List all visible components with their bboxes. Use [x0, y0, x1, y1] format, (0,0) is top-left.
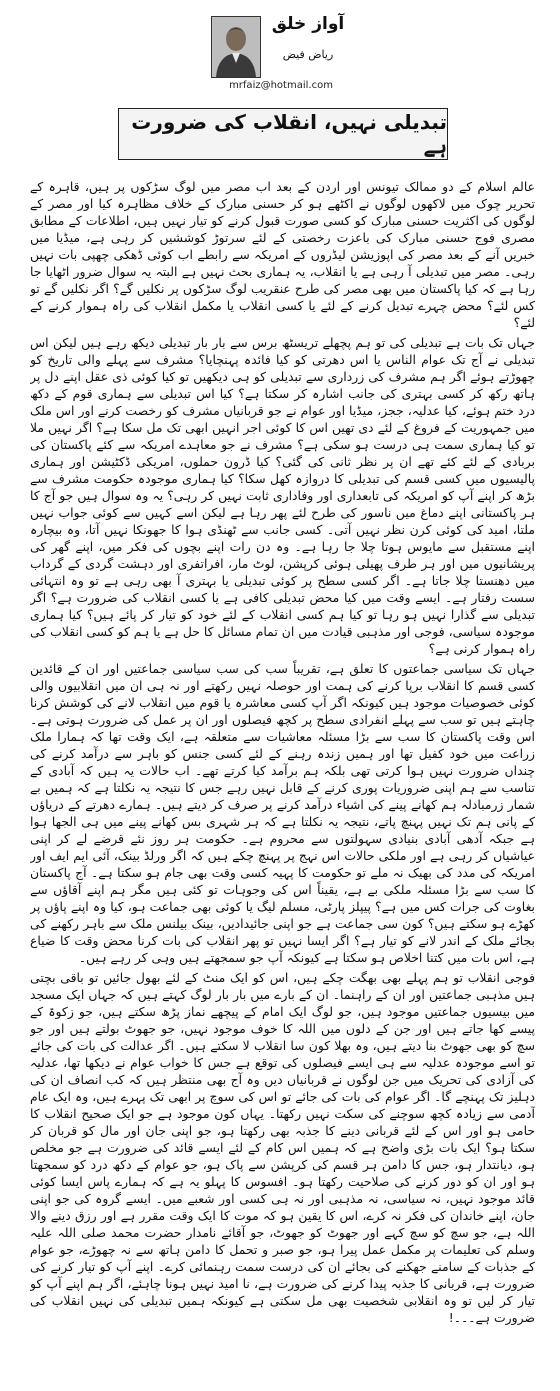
article-title: تبدیلی نہیں، انقلاب کی ضرورت ہے: [131, 110, 447, 158]
column-name: آواز خلق: [271, 14, 345, 34]
article-body: [30, 178, 535, 1381]
column-header: [205, 8, 355, 91]
title-box: [118, 108, 448, 160]
author-name: ریاض فیض: [282, 48, 334, 61]
paragraph-3: جہاں تک سیاسی جماعتوں کا تعلق ہے، تقریباً سب کی سب سیاسی جماعتیں اور ان کے قائدین کسی قسم کا انقلاب برپا کرنے کی ہمت اور حوصلہ نہیں رکھتے اور نہ ہی ان میں انقلابیوں والی کوئی خصوصیات موجود ہیں کیونکہ اگر آپ کسی معاشرہ یا قوم میں انقلاب لانے کی کوشش کرنا چاہتے ہیں تو سب سے پہلے انفرادی سطح پر کچھ فیصلوں اور ان پر عمل کی ضرورت ہوتی ہے۔ اس وقت پاکستان کا سب سے بڑا مسئلہ معاشیات سے متعلقہ ہے، ایک وقت تھا کہ ہمارا ملک زراعت میں خود کفیل تھا اور ہمیں زندہ رہنے کے لئے کسی جنس کو باہر سے درآمد کرنے کی چنداں ضرورت نہیں ہوا کرتی تھی بلکہ ہم برآمد کیا کرتے تھے۔ اب حالات یہ ہیں کہ آبادی کے تناسب سے ہم اپنی ضروریات پوری کرنے کے قابل نہیں رہے جس کا نتیجہ یہ نکلتا ہے کہ ہمیں بے شمار زرمبادلہ ہم کھانے پینے کی اشیاء درآمد کرنے پر صرف کر دیتے ہیں۔ ہمارے دھرتے کے دریاؤں کے پانی ہم تک نہیں پہنچ پاتے، نتیجہ یہ نکلتا ہے کہ ہر شہری بس کھانے پینے میں ہی الجھا ہوا ہے جبکہ آدھی آبادی بنیادی سہولتوں سے محروم ہے۔ حکومت ہر روز نئے قرضے لے کر اپنی عیاشیاں کر رہی ہے اور ملکی حالات اس نہج پر پہنچ چکے ہیں کہ اگر ورلڈ بینک، آئی ایم ایف اور امریکہ کی مدد کی بھیک نہ ملے تو حکومت کا پہیہ کسی وقت بھی جام ہو سکتا ہے۔ آج پاکستان کا سب سے بڑا مسئلہ ملکی بے ہے، یقیناً اس کی وجوہات تو کئی ہیں مگر ہم اپنے آقاؤں سے بغاوت کی جرات کس میں ہے؟ پیپلز پارٹی، مسلم لیگ یا کوئی بھی جماعت ہو، کیا وہ اپنے پاؤں پر کھڑے ہو سکتے ہیں؟ کون سی جماعت ہے جو اپنی جائیدادیں، بینک بیلنس ملک سے باہر رکھنے کی بجائے ملک کے اندر لانے کو تیار ہے؟ اگر ایسا نہیں تو پھر انقلاب کی بات کرنا محض وقت کا ضیاع ہے، اس بات میں کتنا اخلاص ہو سکتا ہے کیونکہ آپ جو سمجھتے ہیں وہی کر رہے ہیں۔: [30, 661, 535, 965]
paragraph-1: عالم اسلام کے دو ممالک تیونس اور اردن کے بعد اب مصر میں لوگ سڑکوں پر ہیں، قاہرہ کے تحریر چوک میں لاکھوں لوگوں نے اکٹھے ہو کر حسنی مبارک کے خلاف مظاہرہ کیا اور مصر کے لوگوں کی اکثریت حسنی مبارک کو کسی صورت قبول کرنے کو تیار نہیں ہیں، اطلاعات کے مطابق مصری فوج حسنی مبارک کی باعزت رخصتی کے لئے سرتوڑ کوششیں کر رہی ہے، میڈیا میں خبریں آنے کے بعد مصر کی اپوزیشن لیڈروں کے امریکہ سے رابطے اب کوئی ڈھکی چھپی بات نہیں رہی۔ مصر میں تبدیلی آ رہی ہے یا انقلاب، یہ ہماری بحث نہیں ہے البتہ یہ سوال ضرور اٹھایا جا رہا ہے کہ کیا پاکستان میں بھی مصر کی طرح عنقریب لوگ سڑکوں پر نکلیں گے؟ اگر نکلیں گے تو کس لئے؟ محض چہرے تبدیل کرنے کے لئے یا کسی انقلاب یا مکمل انقلاب کی راہ ہموار کرنے کے لئے؟: [30, 179, 535, 330]
author-photo: [211, 16, 261, 78]
paragraph-2: جہاں تک بات ہے تبدیلی کی تو ہم پچھلے تریسٹھ برس سے بار بار تبدیلی دیکھ رہے ہیں لیکن اس تبدیلی نے آج تک عوام الناس یا اس دھرتی کو کیا فائدہ پہنچایا؟ مشرف سے پہلے والی تاریخ کو چھوڑتے ہوئے اگر ہم مشرف کی زرداری سے تبدیلی کو ہی دیکھیں تو کیا کوئی ذی عقل اپنے دل پر ہاتھ رکھ کر کسی بہتری کی جانب اشارہ کر سکتا ہے؟ کیا اس تبدیلی سے ہماری قوم کے دکھ درد ختم ہوئے، کیا عدلیہ، ججز، میڈیا اور عوام نے جو قربانیاں مشرف کو رخصت کرنے اور اس ملک میں جمہوریت کے فروغ کے لئے دی تھیں اس کا کوئی اجر انہیں ابھی تک مل سکا ہے؟ اگر نہیں ملا تو کیا ہماری سمت ہی درست ہو سکی ہے؟ مشرف نے جو معاہدے امریکہ سے کئے پاکستان کی بربادی کے لئے کئے تھے ان پر نظر ثانی کی گئی؟ کیا ڈرون حملوں، امریکی ڈکٹیشن اور ہماری پالیسیوں میں کسی قسم کی تبدیلی کا دروازہ کھل سکا؟ کیا ہماری موجودہ حکومت مشرف سے بڑھ کر اپنے آپ کو امریکہ کی تابعداری اور وفاداری ثابت نہیں کر رہی؟ یہ وہ سوال ہیں جو آج کا ہر پاکستانی اپنے دماغ میں ناسور کی طرح لئے پھر رہا ہے لیکن اسے کہیں سے کوئی جواب نہیں ملتا، امید کی کوئی کرن نظر نہیں آتی۔ کسی جانب سے ٹھنڈی ہوا کا جھونکا نہیں آتا، وہ بیچارہ اپنے مستقبل سے مایوس ہوتا چلا جا رہا ہے۔ وہ دن رات اپنے بچوں کی فکر میں، اپنے گھر کی پریشانیوں میں اور ہر طرف پھیلی ہوئی کرپشن، لوٹ مار، افراتفری اور دہشت گردی کے گرداب میں دھنستا چلا جاتا ہے۔ اگر کسی سطح پر کوئی تبدیلی یا بہتری آ بھی رہی ہے تو وہ انتہائی سست رفتار ہے۔ ایسے وقت میں کیا محض تبدیلی کافی ہے یا کسی انقلاب کی ضرورت ہے؟ اگر تبدیلی سے گذارا نہیں ہو رہا تو کیا ہم کسی انقلاب کے لئے خود کو تیار کر پائے ہیں؟ کیا ہماری موجودہ سیاسی، فوجی اور مذہبی قیادت میں ان تمام مسائل کا حل ہے یا ہم کو کسی انقلاب کی راہ ہموار کرنی ہے؟: [30, 335, 535, 656]
author-email: mrfaiz@hotmail.com: [229, 80, 333, 91]
author-portrait-icon: [212, 17, 260, 77]
paragraph-4: فوجی انقلاب تو ہم پہلے بھی بھگت چکے ہیں، اس کو ایک منٹ کے لئے بھول جائیں تو باقی بچتی ہیں مذہبی جماعتیں اور ان کے راہنما۔ ان کے بارے میں بار بار لوگ کہتے ہیں کہ جہاں ایک مسجد میں بیسیوں جماعتیں موجود ہیں، جو لوگ ایک امام کے پیچھے نماز پڑھ سکتے ہیں، جو زکوۃ کے پیسے کھا جاتے ہیں اور جن کے دلوں میں اللہ کا خوف موجود نہیں، جو جھوٹ بولتے ہیں اور جو سچ کو بھی جھوٹ بنا دیتے ہیں، وہ بھلا کون سا انقلاب لا سکتے ہیں۔ اگر عدالت کی بات کی جائے تو اسے موجودہ عدلیہ سے ہی ایسے فیصلوں کی توقع ہے جس کا خواب عوام نے دیکھا تھا، عدلیہ کی آزادی کی تحریک میں جن لوگوں نے قربانیاں دیں وہ آج بھی منتظر ہیں کہ کب انصاف ان کی دہلیز تک پہنچے گا۔ اگر عوام کی بات کی جائے تو اس کی سوچ پر ابھی تک پہرے ہیں، وہ ایک عام آدمی سے زیادہ کچھ سوچنے کی سکت نہیں رکھتا۔ یہاں کون موجود ہے جو ایک صحیح انقلاب کا حامی ہو اور اس کے لئے قربانی دینے کا جذبہ بھی رکھتا ہو، جو اپنی جان اور مال کو قربان کر سکتا ہو؟ ایک بات بڑی واضح ہے کہ ہمیں اس کام کے لئے ایسے قائد کی ضرورت ہے جو مخلص ہو، دیانتدار ہو، جس کا دامن ہر قسم کی کرپشن سے پاک ہو، جو عوام کے دکھ درد کو سمجھتا ہو اور ان کو دور کرنے کی صلاحیت رکھتا ہو۔ افسوس کا پہلو یہ ہے کہ ہمارے پاس ایسا کوئی قائد موجود نہیں، نہ سیاسی، نہ مذہبی اور نہ ہی کسی اور شعبے میں۔ ایسے گروہ کی جو اپنی جان، اپنے خاندان کی فکر نہ کرے، اس کا یقین ہو کہ موت کا ایک وقت مقرر ہے اور رزق دینے والا اللہ ہے، جو سچ کو سچ کہے اور جھوٹ کو جھوٹ، جو آقائے نامدار حضرت محمد صلی اللہ علیہ وسلم کی تعلیمات پر مکمل عمل پیرا ہو، جو صبر و تحمل کا دامن ہاتھ سے نہ چھوڑے، جو عوام کے جذبات کے سامنے جھکنے کی بجائے ان کی درست سمت رہنمائی کرے۔ اپنے آپ کو تیار کرنے کی ضرورت ہے، قربانی کا جذبہ پیدا کرنے کی ضرورت ہے، نا امید نہیں ہونا چاہئے، اگر ہم اپنے آپ کو تیار کر لیں تو وہ انقلابی شخصیت بھی مل سکتی ہے کیونکہ ہمیں تبدیلی کی نہیں انقلاب کی ضرورت ہے۔۔۔!: [30, 970, 535, 1325]
